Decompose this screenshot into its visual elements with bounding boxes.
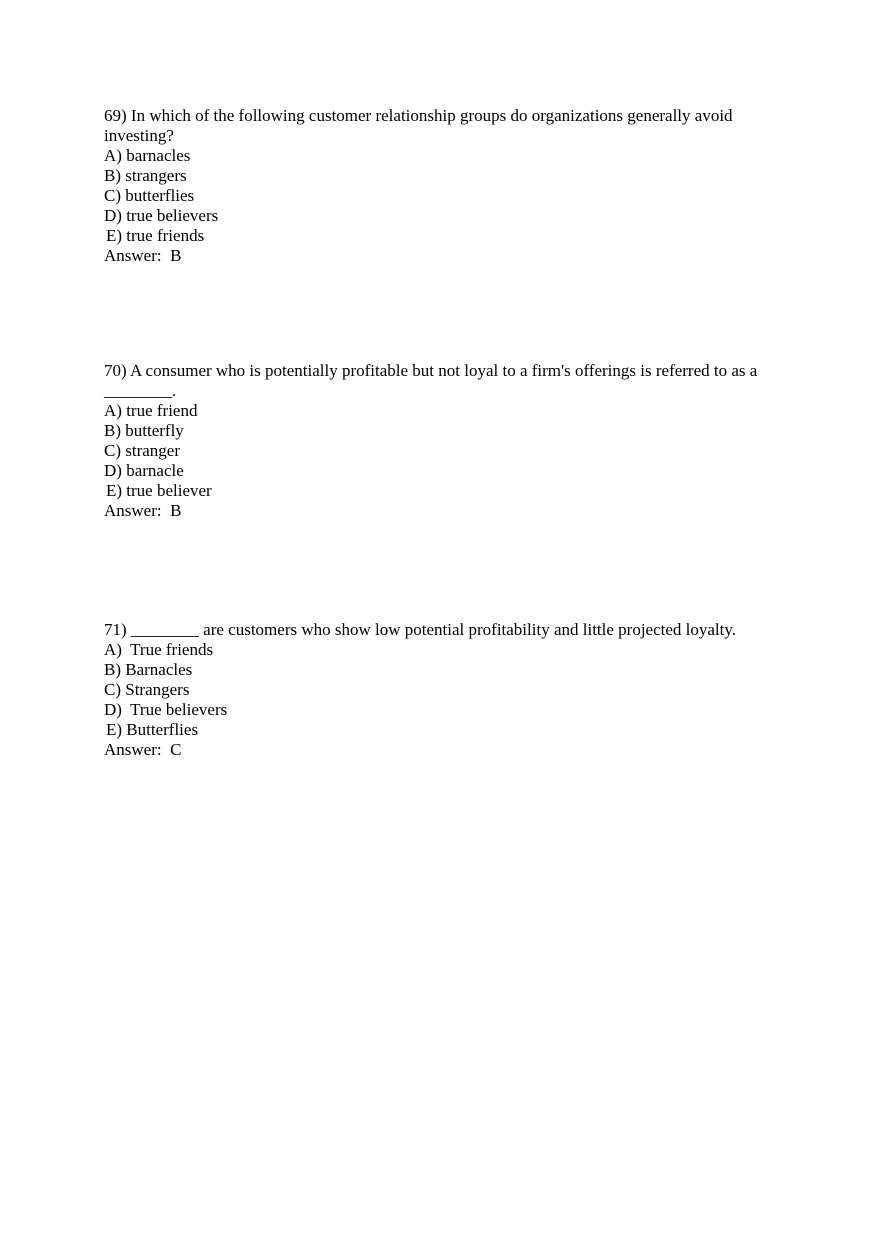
question-70 [104,361,784,521]
option-c: C) butterflies [104,186,195,205]
option-b: B) Barnacles [104,660,193,679]
question-stem: 69) In which of the following customer relationship groups do organizations generally avoid investing? [104,106,737,145]
question-stem: 70) A consumer who is potentially profitable but not loyal to a firm's offerings is referred to as a ________. [104,361,762,400]
question-stem: 71) ________ are customers who show low potential profitability and little projected loyalty. [104,620,737,639]
option-c: C) stranger [104,441,181,460]
option-d: D) True believers [104,700,228,719]
option-c: C) Strangers [104,680,190,699]
option-b: B) butterfly [104,421,184,440]
answer-key: Answer: B [104,501,182,520]
answer-key: Answer: C [104,740,182,759]
option-e: E) Butterflies [106,720,199,739]
question-69 [104,106,784,266]
option-d: D) barnacle [104,461,184,480]
option-e: E) true friends [106,226,205,245]
option-a: A) barnacles [104,146,191,165]
answer-key: Answer: B [104,246,182,265]
option-e: E) true believer [106,481,212,500]
option-b: B) strangers [104,166,187,185]
question-71 [104,620,784,760]
option-a: A) True friends [104,640,214,659]
option-a: A) true friend [104,401,198,420]
option-d: D) true believers [104,206,219,225]
